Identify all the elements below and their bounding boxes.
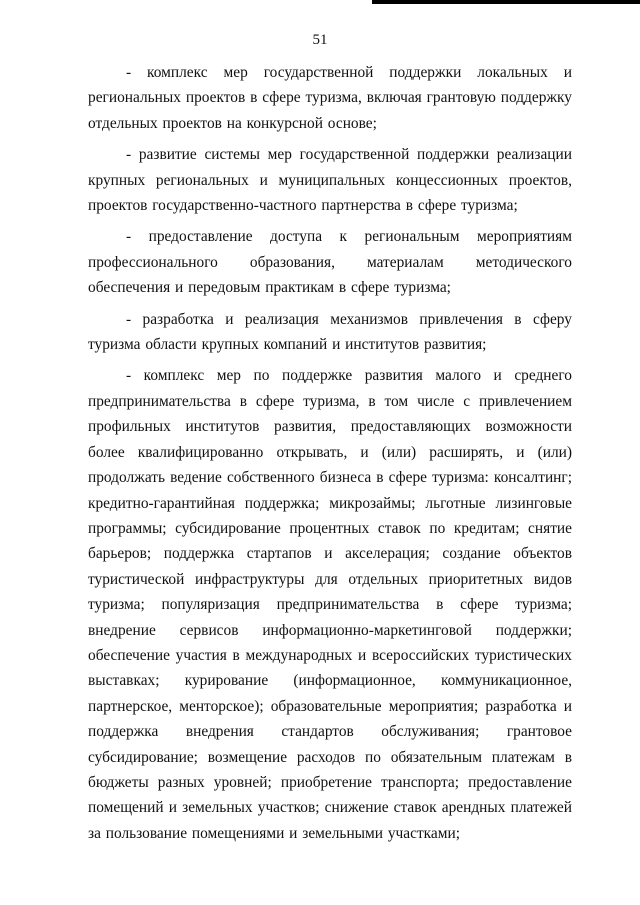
document-body <box>88 60 572 852</box>
paragraph-3: - предоставление доступа к региональным мероприятиям профессионального образования, материалам методического обеспечения и передовым практикам в сфере туризма; <box>88 228 572 297</box>
paragraph-4: - разработка и реализация механизмов привлечения в сферу туризма области крупных компаний и институтов развития; <box>88 310 572 354</box>
scan-edge-line <box>372 0 640 4</box>
paragraph-5: - комплекс мер по поддержке развития малого и среднего предпринимательства в сфере туризма, в том числе с привлечением профильных институтов развития, предоставляющих возможности более квалифицированно открывать, и (или) расширять, и (или) продолжать ведение собственного бизнеса в сфере туризма: консалтинг; кредитно-гарантийная поддержка; микрозаймы; льготные лизинговые программы; субсидирование процентных ставок по кредитам; снятие барьеров; поддержка стартапов и акселерация; создание объектов туристической инфраструктуры для отдельных приоритетных видов туризма; популяризация предпринимательства в сфере туризма; внедрение сервисов информационно-маркетинговой поддержки; обеспечение участия в международных и всероссийских туристических выставках; курирование (информационное, коммуникационное, партнерское, менторское); образовательные мероприятия; разработка и поддержка внедрения стандартов обслуживания; грантовое субсидирование; возмещение расходов по обязательным платежам в бюджеты разных уровней; приобретение транспорта; предоставление помещений и земельных участков; снижение ставок арендных платежей за пользование помещениями и земельными участками; <box>88 367 572 842</box>
paragraph-2: - развитие системы мер государственной поддержки реализации крупных региональных и муниципальных концессионных проектов, проектов государственно-частного партнерства в сфере туризма; <box>88 146 572 215</box>
page-number: 51 <box>312 32 328 48</box>
paragraph-1: - комплекс мер государственной поддержки локальных и региональных проектов в сфере туризма, включая грантовую поддержку отдельных проектов на конкурсной основе; <box>88 64 572 132</box>
